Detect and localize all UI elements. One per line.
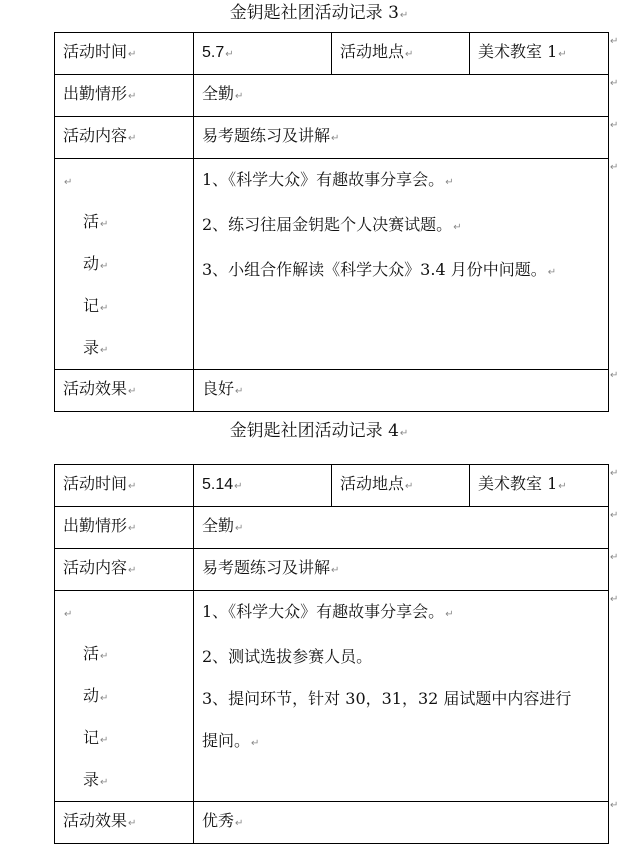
record-item: 1、《科学大众》有趣故事分享会。↵ — [202, 602, 454, 621]
time-value: 5.7↵ — [194, 33, 332, 75]
paragraph-mark-icon: ↵ — [128, 91, 137, 102]
attendance-value: 全勤↵ — [194, 507, 609, 549]
paragraph-mark-icon: ↵ — [128, 523, 137, 534]
paragraph-mark-icon: ↵ — [100, 651, 109, 662]
paragraph-mark-icon: ↵ — [64, 609, 73, 620]
row-end-mark-icon: ↵ — [610, 370, 619, 381]
time-label: 活动时间↵ — [55, 465, 194, 507]
record-item: 2、测试选拔参赛人员。 — [202, 647, 373, 666]
record-item: 3、提问环节，针对 30，31，32 届试题中内容进行 — [202, 689, 572, 708]
paragraph-mark-icon: ↵ — [100, 261, 109, 272]
content-value: 易考题练习及讲解↵ — [194, 117, 609, 159]
paragraph-mark-icon: ↵ — [100, 777, 109, 788]
paragraph-mark-icon: ↵ — [445, 609, 454, 620]
paragraph-mark-icon: ↵ — [558, 481, 567, 492]
paragraph-mark-icon: ↵ — [100, 693, 109, 704]
paragraph-mark-icon: ↵ — [100, 345, 109, 356]
activity-record-table — [54, 32, 609, 412]
place-value: 美术教室 1↵ — [470, 465, 609, 507]
row-end-mark-icon: ↵ — [610, 800, 619, 811]
row-end-mark-icon: ↵ — [610, 594, 619, 605]
effect-value: 良好↵ — [194, 370, 609, 412]
paragraph-mark-icon: ↵ — [128, 386, 137, 397]
paragraph-mark-icon: ↵ — [128, 481, 137, 492]
paragraph-mark-icon: ↵ — [235, 91, 244, 102]
paragraph-mark-icon: ↵ — [399, 428, 409, 439]
paragraph-mark-icon: ↵ — [547, 267, 557, 278]
paragraph-mark-icon: ↵ — [100, 303, 109, 314]
row-end-mark-icon: ↵ — [610, 510, 619, 521]
row-end-mark-icon: ↵ — [610, 162, 619, 173]
paragraph-mark-icon: ↵ — [405, 481, 414, 492]
record-title: 金钥匙社团活动记录 3↵ — [229, 3, 409, 23]
paragraph-mark-icon: ↵ — [331, 133, 340, 144]
record-label-cell: ↵ 活↵ 动↵ 记↵ 录↵ — [55, 159, 194, 370]
time-value: 5.14↵ — [194, 465, 332, 507]
record-item: 2、练习往届金钥匙个人决赛试题。↵ — [202, 215, 462, 234]
record-title: 金钥匙社团活动记录 4↵ — [229, 421, 409, 441]
record-item: 3、小组合作解读《科学大众》3.4 月份中问题。↵ — [202, 260, 557, 279]
paragraph-mark-icon: ↵ — [399, 10, 409, 21]
row-end-mark-icon: ↵ — [610, 78, 619, 89]
record-items-cell — [194, 591, 609, 802]
paragraph-mark-icon: ↵ — [128, 818, 137, 829]
content-label: 活动内容↵ — [55, 117, 194, 159]
paragraph-mark-icon: ↵ — [128, 565, 137, 576]
paragraph-mark-icon: ↵ — [128, 49, 137, 60]
paragraph-mark-icon: ↵ — [453, 222, 462, 233]
paragraph-mark-icon: ↵ — [235, 818, 244, 829]
paragraph-mark-icon: ↵ — [251, 738, 260, 749]
paragraph-mark-icon: ↵ — [100, 219, 109, 230]
record-label-cell: ↵ 活↵ 动↵ 记↵ 录↵ — [55, 591, 194, 802]
content-label: 活动内容↵ — [55, 549, 194, 591]
record-item: 提问。↵ — [202, 731, 260, 750]
attendance-value: 全勤↵ — [194, 75, 609, 117]
record-items-cell — [194, 159, 609, 370]
place-value: 美术教室 1↵ — [470, 33, 609, 75]
paragraph-mark-icon: ↵ — [234, 480, 243, 492]
effect-label: 活动效果↵ — [55, 802, 194, 844]
paragraph-mark-icon: ↵ — [225, 48, 234, 60]
activity-record-table — [54, 464, 609, 844]
content-value: 易考题练习及讲解↵ — [194, 549, 609, 591]
effect-value: 优秀↵ — [194, 802, 609, 844]
effect-label: 活动效果↵ — [55, 370, 194, 412]
attendance-label: 出勤情形↵ — [55, 75, 194, 117]
row-end-mark-icon: ↵ — [610, 552, 619, 563]
place-label: 活动地点↵ — [332, 33, 470, 75]
record-item: 1、《科学大众》有趣故事分享会。↵ — [202, 170, 454, 189]
row-end-mark-icon: ↵ — [610, 468, 619, 479]
paragraph-mark-icon: ↵ — [331, 565, 340, 576]
time-label: 活动时间↵ — [55, 33, 194, 75]
paragraph-mark-icon: ↵ — [235, 523, 244, 534]
row-end-mark-icon: ↵ — [610, 120, 619, 131]
paragraph-mark-icon: ↵ — [558, 49, 567, 60]
paragraph-mark-icon: ↵ — [100, 735, 109, 746]
paragraph-mark-icon: ↵ — [235, 386, 244, 397]
place-label: 活动地点↵ — [332, 465, 470, 507]
paragraph-mark-icon: ↵ — [405, 49, 414, 60]
paragraph-mark-icon: ↵ — [64, 177, 73, 188]
paragraph-mark-icon: ↵ — [128, 133, 137, 144]
paragraph-mark-icon: ↵ — [445, 177, 454, 188]
attendance-label: 出勤情形↵ — [55, 507, 194, 549]
row-end-mark-icon: ↵ — [610, 36, 619, 47]
